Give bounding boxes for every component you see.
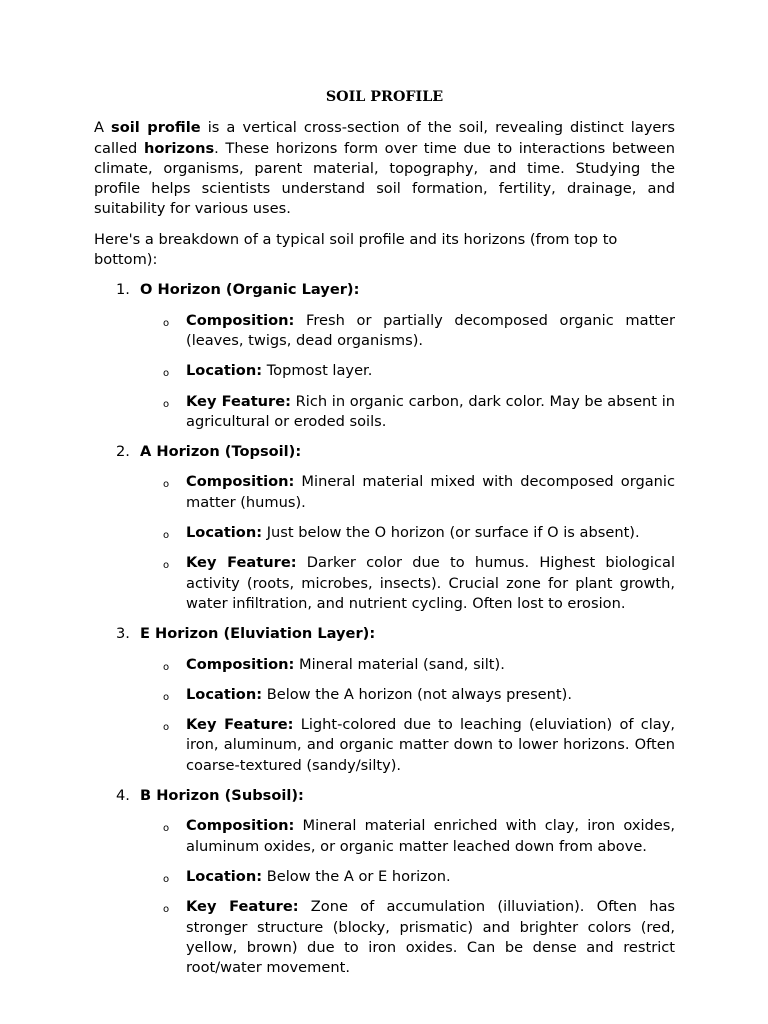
item-text: Mineral material enriched with clay, iron oxides, aluminum oxides, or organic matter leached down from above.	[186, 817, 675, 855]
bullet-circle-icon: o	[163, 368, 170, 380]
bullet-circle-icon: o	[163, 560, 170, 572]
item-label: Key Feature:	[186, 554, 297, 572]
item-label: Key Feature:	[186, 898, 299, 916]
bullet-circle-icon: o	[163, 661, 170, 673]
item-text: Just below the O horizon (or surface if O is absent).	[262, 524, 640, 542]
bullet-circle-icon: o	[163, 530, 170, 542]
list-item	[94, 553, 675, 614]
item-label: Location:	[186, 524, 263, 542]
item-text: Below the A horizon (not always present).	[262, 685, 572, 703]
list-number: 2.	[116, 443, 130, 461]
bullet-circle-icon: o	[163, 479, 170, 491]
horizon-title: B Horizon (Subsoil):	[140, 787, 304, 805]
list-item	[94, 715, 675, 776]
horizon-title: O Horizon (Organic Layer):	[140, 281, 360, 299]
lead-paragraph: Here's a breakdown of a typical soil profile and its horizons (from top to bottom):	[94, 230, 618, 269]
bullet-circle-icon: o	[163, 873, 170, 885]
item-text: Fresh or partially decomposed organic matter (leaves, twigs, dead organisms).	[186, 311, 675, 349]
intro-paragraph	[94, 118, 675, 219]
list-item	[94, 897, 675, 978]
horizon-section-a	[94, 442, 675, 614]
horizon-heading	[94, 624, 675, 644]
bullet-circle-icon: o	[163, 317, 170, 329]
bullet-circle-icon: o	[163, 823, 170, 835]
item-text: Topmost layer.	[262, 362, 373, 380]
item-text: Light-colored due to leaching (eluviation) of clay, iron, aluminum, and organic matter down to lower horizons. Often coarse-textured (sandy/silty).	[186, 716, 675, 774]
item-label: Location:	[186, 867, 263, 885]
list-item	[94, 311, 675, 352]
item-text: Mineral material mixed with decomposed organic matter (humus).	[186, 473, 675, 511]
horizon-section-o	[94, 280, 675, 432]
list-item	[94, 816, 675, 857]
list-item	[94, 392, 675, 433]
item-text: Below the A or E horizon.	[262, 867, 451, 885]
item-label: Composition:	[186, 473, 295, 491]
bullet-circle-icon: o	[163, 691, 170, 703]
list-item	[94, 867, 675, 887]
item-text: Rich in organic carbon, dark color. May be absent in agricultural or eroded soils.	[186, 392, 675, 430]
page-title: SOIL PROFILE	[325, 89, 444, 105]
item-label: Key Feature:	[186, 716, 294, 734]
horizon-section-b	[94, 786, 675, 978]
list-number: 3.	[116, 625, 130, 643]
intro-term-soil-profile: soil profile	[111, 119, 201, 137]
intro-term-horizons: horizons	[143, 139, 215, 157]
item-label: Composition:	[186, 311, 295, 329]
horizon-heading	[94, 280, 675, 300]
list-item	[94, 361, 675, 381]
horizon-heading	[94, 442, 675, 462]
item-text: Zone of accumulation (illuviation). Often has stronger structure (blocky, prismatic) and brighter colors (red, yellow, brown) due to iron oxides. Can be dense and restrict root/water movement.	[186, 898, 675, 977]
horizon-section-e	[94, 624, 675, 776]
document-body	[94, 87, 675, 988]
item-text: Mineral material (sand, silt).	[294, 655, 505, 673]
list-item	[94, 655, 675, 675]
horizon-title: A Horizon (Topsoil):	[140, 443, 302, 461]
item-label: Location:	[186, 685, 263, 703]
horizon-title: E Horizon (Eluviation Layer):	[140, 625, 376, 643]
list-number: 1.	[116, 281, 130, 299]
bullet-circle-icon: o	[163, 398, 170, 410]
item-label: Key Feature:	[186, 392, 291, 410]
list-number: 4.	[116, 787, 130, 805]
intro-text: A	[94, 119, 112, 137]
bullet-circle-icon: o	[163, 904, 170, 916]
item-label: Composition:	[186, 817, 295, 835]
horizon-heading	[94, 786, 675, 806]
list-item	[94, 523, 675, 543]
list-item	[94, 685, 675, 705]
intro-text: . These horizons form over time due to interactions between climate, organisms, parent material, topography, and time. Studying the profile helps scientists understand soil formation, fertility, drainage, and suitability for various uses.	[94, 139, 675, 218]
item-text: Darker color due to humus. Highest biological activity (roots, microbes, insects). Crucial zone for plant growth, water infiltration, and nutrient cycling. Often lost to erosion.	[186, 554, 675, 612]
intro-text: is a vertical cross-section of the soil, revealing distinct layers called	[94, 119, 675, 157]
item-label: Location:	[186, 362, 263, 380]
list-item	[94, 472, 675, 513]
bullet-circle-icon: o	[163, 722, 170, 734]
item-label: Composition:	[186, 655, 295, 673]
